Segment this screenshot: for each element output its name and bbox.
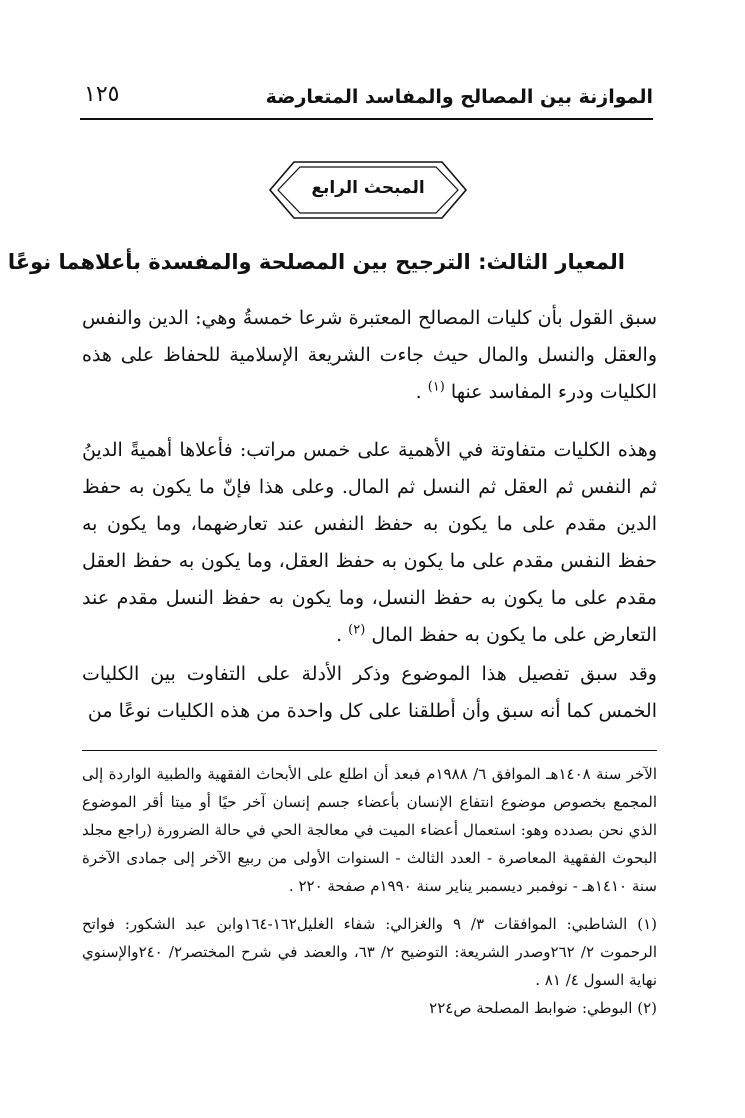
footnote-rule — [82, 750, 657, 751]
running-title: الموازنة بين المصالح والمفاسد المتعارضة — [265, 86, 653, 108]
paragraph-1-text: سبق القول بأن كليات المصالح المعتبرة شرعا خمسةُ وهي: الدين والنفس والعقل والنسل والمال حيث جاءت الشريعة الإسلامية للحفاظ على هذه الكليات ودرء المفاسد عنها — [82, 307, 657, 403]
section-heading: المعيار الثالث: الترجيح بين المصلحة والمفسدة بأعلاهما نوعًا — [7, 250, 625, 274]
running-header — [80, 80, 653, 118]
paragraph-2 — [82, 432, 657, 654]
page-number: ١٢٥ — [84, 82, 120, 107]
paragraph-2-text: وهذه الكليات متفاوتة في الأهمية على خمس مراتب: فأعلاها أهميةً الدينُ ثم النفس ثم العقل ثم النسل ثم المال. وعلى هذا فإنّ ما يكون به حفظ الدين مقدم على ما يكون به حفظ النفس عند تعارضهما، وما يكون به حفظ النفس مقدم على ما يكون به حفظ العقل، وما يكون به حفظ العقل مقدم على ما يكون به حفظ النسل، وما يكون به حفظ النسل مقدم عند التعارض على ما يكون به حفظ المال — [82, 439, 657, 646]
footnote-list — [82, 910, 657, 1022]
footnote-2: (٢) البوطي: ضوابط المصلحة ص٢٢٤ — [429, 999, 657, 1017]
paragraph-1 — [82, 300, 657, 411]
header-rule — [80, 118, 653, 120]
footnote-ref-1: (١) — [427, 379, 445, 395]
footnote-ref-2: (٢) — [348, 622, 366, 638]
paragraph-2-end: . — [336, 624, 349, 646]
section-badge — [268, 158, 468, 222]
paragraph-1-end: . — [415, 381, 428, 403]
footnote-continuation: الآخر سنة ١٤٠٨هـ الموافق ٦/ ١٩٨٨م فبعد أن اطلع على الأبحاث الفقهية والطبية الواردة إلى المجمع بخصوص موضوع انتفاع الإنسان بأعضاء جسم إنسان آخر حيًا أو ميتا أقر الموضوع الذي نحن بصدده وهو: استعمال أعضاء الميت في معالجة الحي في حالة الضرورة (راجع مجلد البحوث الفقهية المعاصرة - العدد الثالث - السنوات الأولى من ربيع الآخر إلى جمادى الآخرة سنة ١٤١٠هـ - نوفمبر ديسمبر يناير سنة ١٩٩٠م صفحة ٢٢٠ . — [82, 765, 658, 895]
footnote-1: (١) الشاطبي: الموافقات ٣/ ٩ والغزالي: شفاء الغليل١٦٢-١٦٤وابن عبد الشكور: فواتح الرحموت ٢/ ٢٦٢وصدر الشريعة: التوضيح ٢/ ٦٣، والعضد في شرح المختصر٢/ ٢٤٠والإسنوي نهاية السول ٤/ ٨١ . — [82, 915, 657, 989]
paragraph-3: وقد سبق تفصيل هذا الموضوع وذكر الأدلة على التفاوت بين الكليات الخمس كما أنه سبق وأن أطلقنا على كل واحدة من هذه الكليات نوعًا من — [82, 663, 657, 722]
section-badge-label: المبحث الرابع — [311, 178, 425, 198]
